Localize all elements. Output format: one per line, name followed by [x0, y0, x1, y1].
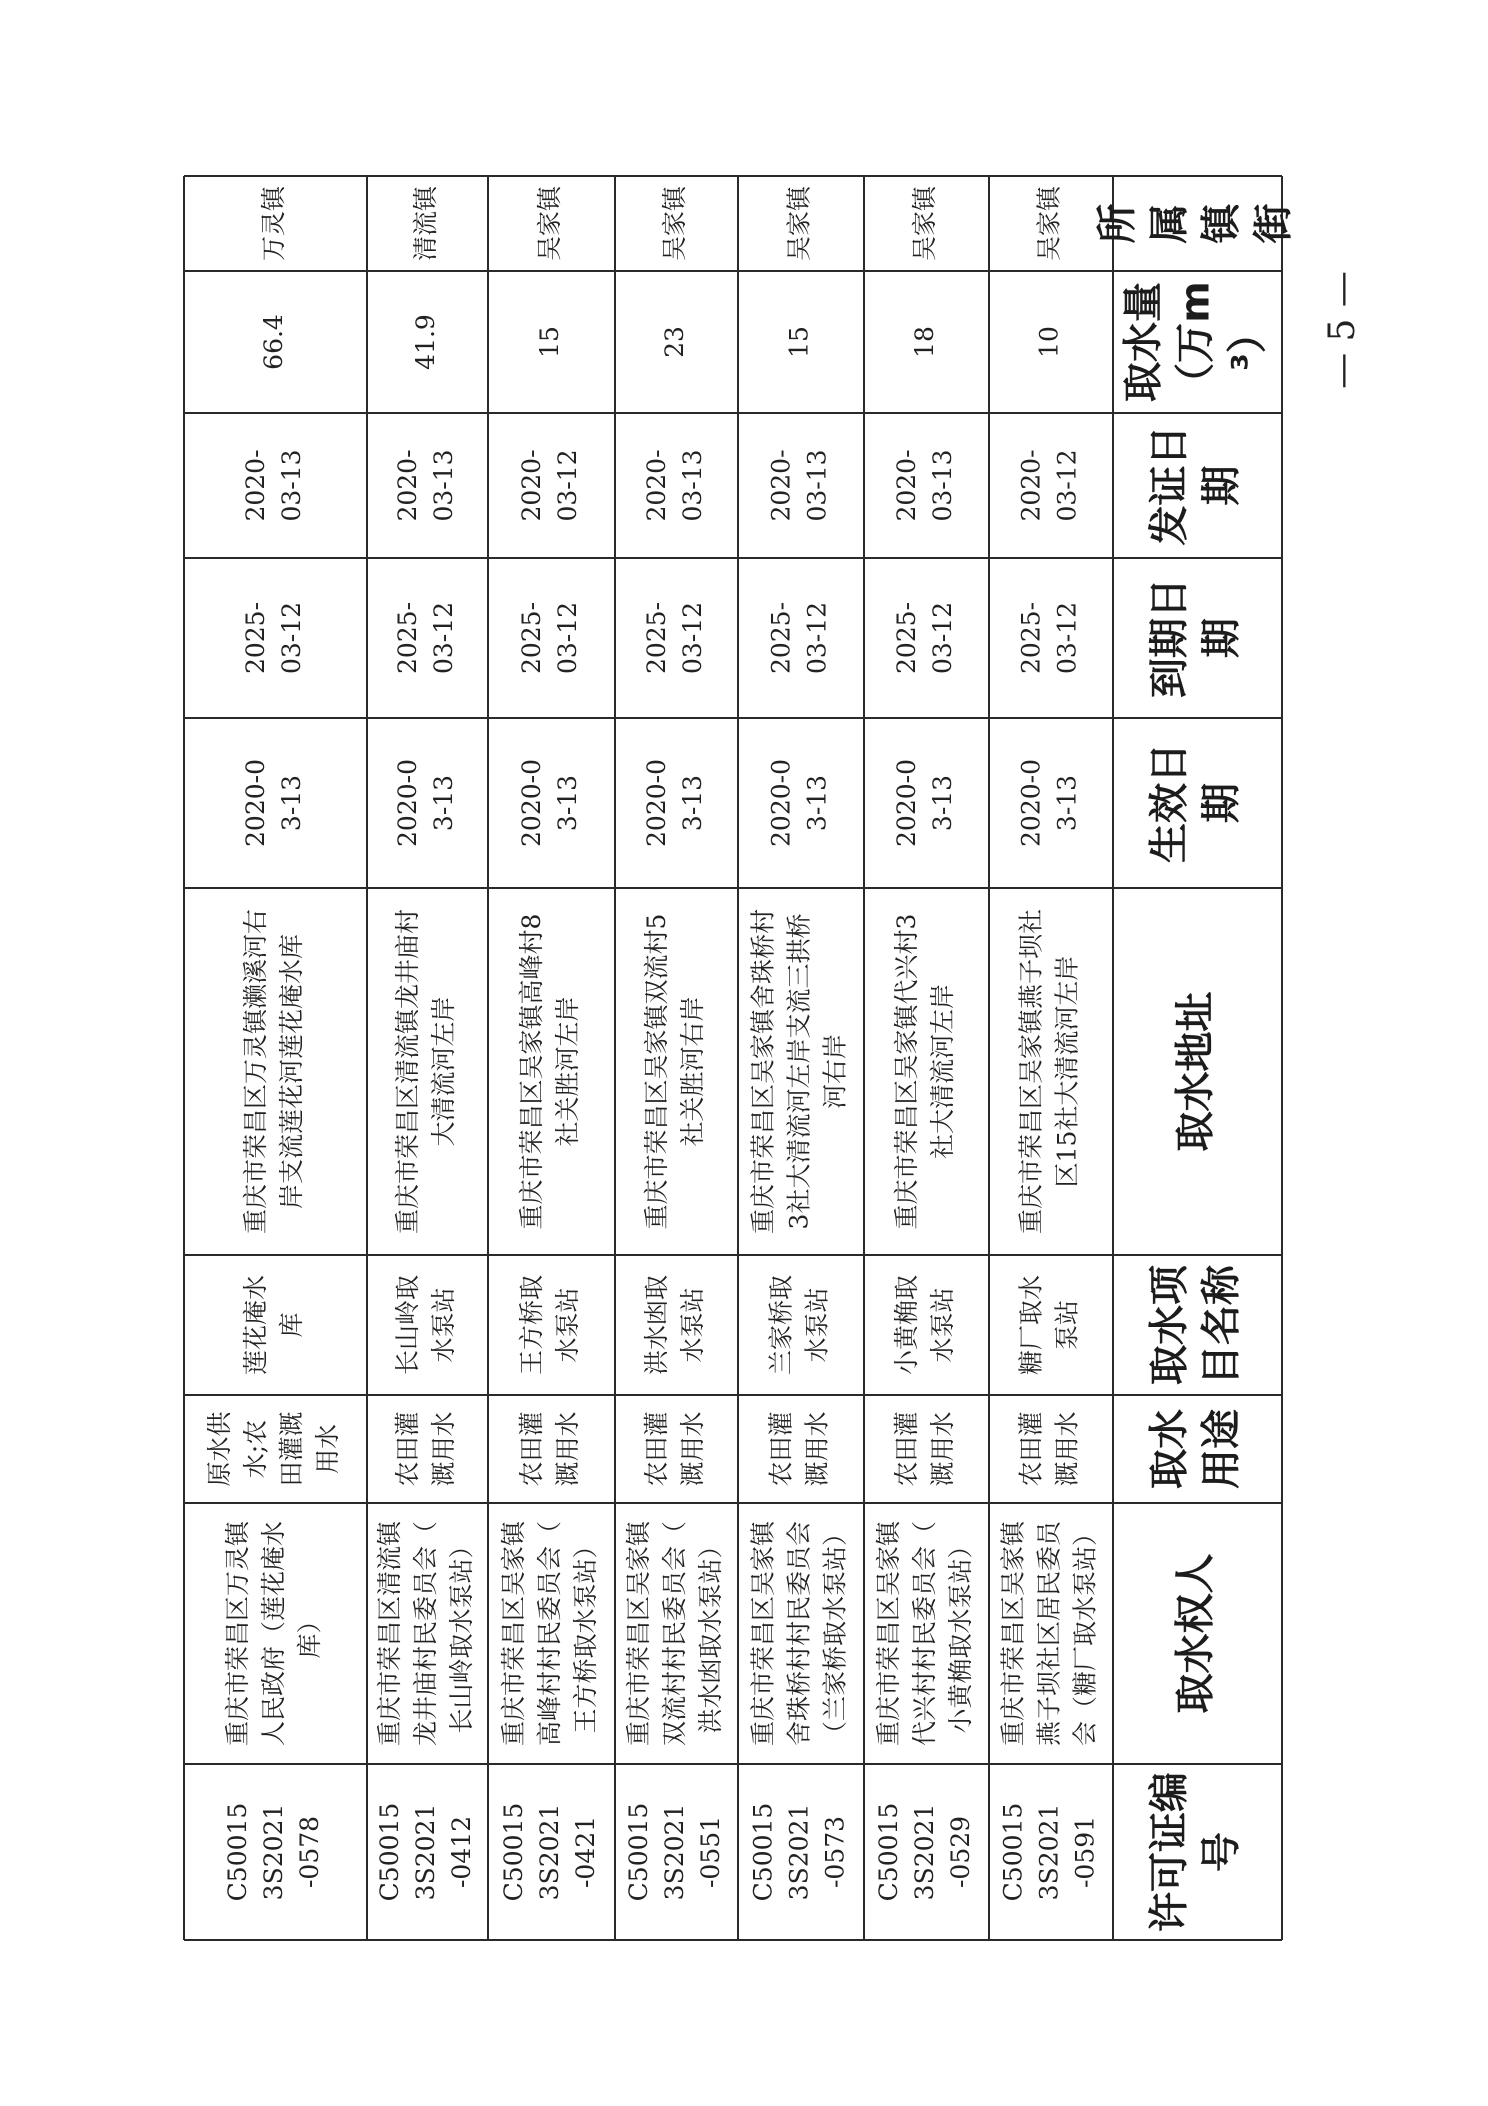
cell-town: 吴家镇 — [910, 185, 939, 262]
header-issue: 发证日 期 — [1146, 425, 1245, 546]
cell-use: 农田灌 溉用水 — [892, 1411, 957, 1487]
cell-issue: 2020- 03-12 — [517, 449, 582, 522]
cell-holder: 重庆市荣昌区吴家镇 高峰村村民委员会（ 王方桥取水泵站） — [499, 1520, 600, 1747]
cell-project: 莲花庵水 库 — [241, 1274, 306, 1376]
header-project: 取水项 目名称 — [1146, 1265, 1245, 1385]
cell-expiry: 2025- 03-12 — [642, 601, 707, 675]
cell-project: 糖厂取水 泵站 — [1016, 1274, 1082, 1376]
cell-license-no: C50015 3S2021 -0529 — [874, 1802, 975, 1902]
cell-volume: 23 — [660, 326, 689, 358]
cell-project: 兰家桥取 水泵站 — [766, 1274, 832, 1376]
cell-expiry: 2025- 03-12 — [241, 601, 306, 675]
cell-address: 重庆市荣昌区吴家镇双流村5 社关胜河右岸 — [642, 913, 707, 1230]
header-use: 取水 用途 — [1146, 1409, 1245, 1489]
cell-license-no: C50015 3S2021 -0578 — [223, 1802, 324, 1902]
header-expiry: 到期日 期 — [1146, 578, 1245, 698]
cell-license-no: C50015 3S2021 -0421 — [499, 1802, 600, 1902]
cell-issue: 2020- 03-13 — [393, 449, 458, 522]
cell-use: 农田灌 溉用水 — [517, 1411, 582, 1487]
cell-expiry: 2025- 03-12 — [393, 601, 458, 675]
cell-holder: 重庆市荣昌区吴家镇 燕子坝社区居民委员 会（糖厂取水泵站） — [998, 1520, 1100, 1747]
cell-volume: 10 — [1034, 326, 1064, 358]
cell-volume: 66.4 — [259, 314, 288, 370]
cell-use: 农田灌 溉用水 — [642, 1411, 707, 1487]
table-cells — [205, 184, 1297, 1932]
header-holder: 取水权人 — [1172, 1553, 1219, 1714]
cell-issue: 2020- 03-13 — [642, 449, 707, 522]
cell-issue: 2020- 03-13 — [241, 449, 306, 522]
header-town: 所 属 镇 街 — [1094, 203, 1297, 244]
cell-effective: 2020-0 3-13 — [1016, 759, 1082, 847]
cell-project: 王方桥取 水泵站 — [517, 1274, 582, 1376]
cell-issue: 2020- 03-13 — [892, 449, 957, 522]
table-grid — [184, 176, 1282, 1940]
cell-address: 重庆市荣昌区万灵镇濑溪河右 岸支流莲花河莲花庵水库 — [241, 908, 306, 1235]
cell-address: 重庆市荣昌区吴家镇舍珠桥村 3社大清流河左岸支流三拱桥 河右岸 — [748, 908, 850, 1235]
cell-holder: 重庆市荣昌区吴家镇 代兴村村民委员会（ 小黄桷取水泵站） — [874, 1520, 975, 1747]
cell-expiry: 2025- 03-12 — [517, 601, 582, 675]
cell-holder: 重庆市荣昌区吴家镇 双流村村民委员会（ 洪水凼取水泵站） — [624, 1520, 725, 1747]
cell-license-no: C50015 3S2021 -0412 — [375, 1802, 476, 1902]
cell-effective: 2020-0 3-13 — [766, 759, 832, 847]
cell-holder: 重庆市荣昌区清流镇 龙井庙村民委员会（ 长山岭取水泵站） — [375, 1520, 476, 1747]
cell-address: 重庆市荣昌区吴家镇高峰村8 社关胜河左岸 — [517, 913, 582, 1230]
cell-effective: 2020-0 3-13 — [241, 759, 306, 847]
cell-volume: 18 — [910, 326, 939, 358]
cell-holder: 重庆市荣昌区吴家镇 舍珠桥村村民委员会 （兰家桥取水泵站） — [748, 1520, 850, 1747]
header-volume: 取水量 （万m ³） — [1120, 281, 1271, 403]
cell-license-no: C50015 3S2021 -0591 — [998, 1802, 1100, 1902]
cell-effective: 2020-0 3-13 — [517, 759, 582, 847]
cell-town: 吴家镇 — [660, 185, 689, 262]
cell-issue: 2020- 03-13 — [766, 449, 832, 522]
cell-effective: 2020-0 3-13 — [393, 759, 458, 847]
cell-volume: 15 — [784, 326, 814, 358]
cell-license-no: C50015 3S2021 -0551 — [624, 1802, 725, 1902]
cell-expiry: 2025- 03-12 — [892, 601, 957, 675]
cell-effective: 2020-0 3-13 — [892, 759, 957, 847]
cell-project: 长山岭取 水泵站 — [393, 1274, 458, 1376]
cell-address: 重庆市荣昌区吴家镇燕子坝社 区15社大清流河左岸 — [1016, 908, 1082, 1235]
cell-issue: 2020- 03-12 — [1016, 449, 1082, 522]
cell-project: 洪水凼取 水泵站 — [642, 1274, 707, 1376]
header-license-no: 许可证编 号 — [1146, 1772, 1245, 1932]
cell-project: 小黄桷取 水泵站 — [892, 1274, 957, 1376]
cell-address: 重庆市荣昌区吴家镇代兴村3 社大清流河左岸 — [892, 913, 957, 1230]
cell-use: 原水供 水;农 田灌溉 用水 — [205, 1411, 342, 1487]
cell-license-no: C50015 3S2021 -0573 — [748, 1802, 850, 1902]
header-address: 取水地址 — [1172, 991, 1219, 1152]
cell-volume: 15 — [535, 326, 564, 358]
header-effective: 生效日 期 — [1146, 743, 1245, 863]
cell-expiry: 2025- 03-12 — [1016, 601, 1082, 675]
cell-town: 清流镇 — [411, 185, 440, 262]
cell-effective: 2020-0 3-13 — [642, 759, 707, 847]
cell-expiry: 2025- 03-12 — [766, 601, 832, 675]
cell-holder: 重庆市荣昌区万灵镇 人民政府（莲花庵水 库） — [223, 1520, 324, 1747]
cell-town: 吴家镇 — [784, 185, 814, 262]
cell-use: 农田灌 溉用水 — [766, 1411, 832, 1487]
cell-volume: 41.9 — [411, 314, 440, 370]
cell-town: 万灵镇 — [259, 185, 288, 262]
cell-use: 农田灌 溉用水 — [393, 1411, 458, 1487]
cell-address: 重庆市荣昌区清流镇龙井庙村 大清流河左岸 — [393, 908, 458, 1235]
cell-town: 吴家镇 — [1034, 185, 1064, 262]
page-number: — 5 — — [1322, 271, 1363, 389]
cell-town: 吴家镇 — [535, 185, 564, 262]
cell-use: 农田灌 溉用水 — [1016, 1411, 1082, 1487]
